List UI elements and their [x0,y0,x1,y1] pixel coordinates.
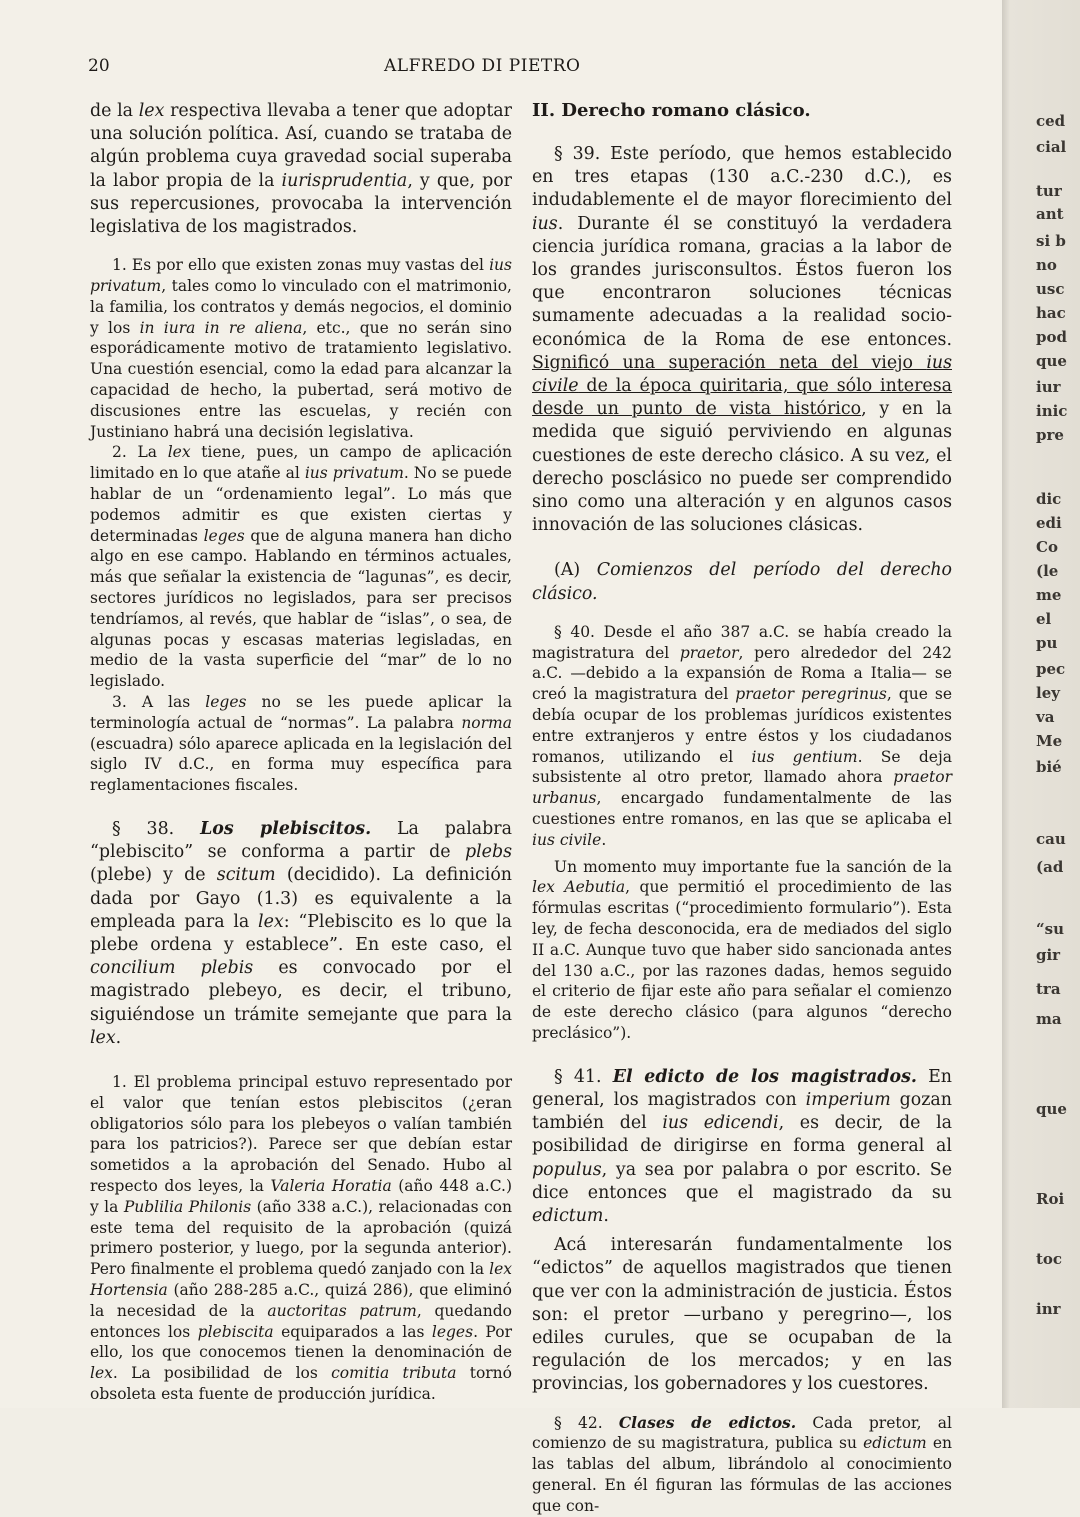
edge-fragment: ant [1036,205,1064,223]
edge-fragment: cial [1036,138,1067,156]
section-39: § 39. Este período, que hemos establecido en tres etapas (130 a.C.-230 d.C.), es indudablemente el de mayor florecimiento del ius. Durante él se constituyó la verdadera ciencia jurídica romana, gracias a la labor de los grandes jurisconsultos. Éstos fueron los que encontraron soluciones técnicas sumamente adecuadas a la realidad socio-económica de la Roma de ese entonces. Significó una superación neta del viejo ius civile de la época quiritaria, que sólo interesa desde un punto de vista histórico, y en la medida que siguió perviviendo en algunas cuestiones de este derecho clásico. A su vez, el derecho posclásico no puede ser comprendido sino como una alteración y en algunos casos innovación de las soluciones clásicas. [532,144,952,536]
edge-fragment: dic [1036,490,1062,508]
edge-fragment: (le [1036,562,1059,580]
edge-fragment: tra [1036,980,1061,998]
page-number: 20 [88,56,110,76]
edge-fragment: va [1036,708,1055,726]
edge-fragment: hac [1036,304,1066,322]
edge-fragment: que [1036,1100,1067,1118]
edge-fragment: usc [1036,280,1065,298]
note-1: 1. Es por ello que existen zonas muy vastas del ius privatum, tales como lo vinculado con el matrimonio, la familia, los contratos y demás negocios, el dominio y los in iura in re aliena, etc., que no serán sino esporádicamente motivo de tratamiento legislativo. Una cuestión esencial, como la edad para alcanzar la capacidad de hecho, la pubertad, será motivo de discusiones entre las escuelas, y recién con Justiniano habrá una decisión legislativa. [90,256,512,441]
facing-page-edge [1002,0,1080,1408]
running-head: ALFREDO DI PIETRO [384,56,581,76]
edge-fragment: que [1036,352,1067,370]
edge-fragment: no [1036,256,1057,274]
edge-fragment: iur [1036,378,1061,396]
chapter-heading: II. Derecho romano clásico. [532,100,811,121]
edge-fragment: Roi [1036,1190,1065,1208]
edge-fragment: pec [1036,660,1066,678]
edge-fragment: ley [1036,684,1060,702]
edge-fragment: edi [1036,514,1062,532]
edge-fragment: pre [1036,426,1064,444]
edge-fragment: pod [1036,328,1067,346]
section-42: § 42. Clases de edictos. Cada pretor, al comienzo de su magistratura, publica su edictum en las tablas del album, librándolo al conocimiento general. En él figuran las fórmulas de las acciones que con- [532,1412,952,1515]
edge-fragment: (ad [1036,858,1064,876]
page-header [88,56,988,80]
edge-fragment: gir [1036,946,1061,964]
edge-fragment: inr [1036,1300,1061,1318]
edge-fragment: ma [1036,1010,1062,1028]
edge-fragment: bié [1036,758,1062,776]
edge-fragment: si b [1036,232,1066,250]
note-3: 3. A las leges no se les puede aplicar la terminología actual de “normas”. La palabra norma (escuadra) sólo aparece aplicada en la legislación del siglo IV d.C., en forma muy específica para reglamentaciones fiscales. [90,692,512,795]
edge-fragment: inic [1036,402,1068,420]
section-38-note-1: 1. El problema principal estuvo representado por el valor que tenían estos plebiscitos (¿eran obligatorios sólo para los plebeyos o valían también para los patricios?). Parece ser que debían estar sometidos a la aprobación del Senado. Hubo al respecto dos leyes, la Valeria Horatia (año 448 a.C.) y la Publilia Philonis (año 338 a.C.), relacionadas con este tema del requisito de la aprobación (quizá primero posterior, y luego, por la segunda anterior). Pero finalmente el problema quedó zanjado con la lex Hortensia (año 288-285 a.C., quizá 286), que eliminó la necesidad de la auctoritas patrum, quedando entonces los plebiscita equiparados a las leges. Por ello, los que conocemos tienen la denominación de lex. La posibilidad de los comitia tributa tornó obsoleta esta fuente de producción jurídica. [90,1072,512,1403]
edge-fragment: Me [1036,732,1063,750]
edge-fragment: tur [1036,182,1062,200]
edge-fragment: pu [1036,634,1058,652]
edge-fragment: me [1036,586,1062,604]
subheading-a: (A) Comienzos del período del derecho clásico. [532,560,952,604]
section-40: § 40. Desde el año 387 a.C. se había creado la magistratura del praetor, pero alrededor del 242 a.C. —debido a la expansión de Roma a Italia— se creó la magistratura del praetor peregrinus, que se debía ocupar de los problemas jurídicos existentes entre extranjeros y entre éstos y los ciudadanos romanos, utilizando el ius gentium. Se deja subsistente al otro pretor, llamado ahora praetor urbanus, encargado fundamentalmente de las cuestiones entre romanos, en las que se aplicaba el ius civile. [532,622,953,849]
edge-fragment: “su [1036,920,1064,938]
note-2: 2. La lex tiene, pues, un campo de aplicación limitado en lo que atañe al ius privatum. No se puede hablar de un “ordenamiento legal”. Lo más que podemos admitir es que existen ciertas y determinadas leges que de alguna manera han dicho algo en ese campo. Hablando en términos actuales, más que señalar la existencia de “lagunas”, es decir, sectores jurídicos no legislados, para ser precisos tendríamos, al revés, que hablar de “islas”, o sea, de algunas pocas y escasas materias legisladas, en medio de la vasta superficie del “mar” de lo no legislado. [90,443,512,691]
left-column [90,100,512,1405]
section-40-continued: Un momento muy importante fue la sanción de la lex Aebutia, que permitió el procedimiento de las fórmulas escritas (“procedimiento formulario”). Esta ley, de fecha desconocida, era de mediados del siglo II a.C. Aunque tuvo que haber sido sancionada antes del 130 a.C., por las razones dadas, hemos seguido el criterio de fijar este año para señalar el comienzo de este derecho clásico (para algunos “derecho preclásico”). [532,857,953,1042]
edge-fragment: toc [1036,1250,1063,1268]
edge-fragment: ced [1036,112,1066,130]
edge-fragment: el [1036,610,1052,628]
section-41-continued: Acá interesarán fundamentalmente los “edictos” de aquellos magistrados que tienen que ver con la administración de justicia. Éstos son: el pretor —urbano y peregrino—, los ediles curules, que se ocupaban de la regulación de los mercados; y en las provincias, los gobernadores y los cuestores. [532,1235,952,1395]
edge-fragment: cau [1036,830,1066,848]
section-38: § 38. Los plebiscitos. La palabra “plebiscito” se conforma a partir de plebs (plebe) y de scitum (decidido). La definición dada por Gayo (1.3) es equivalente a la empleada para la lex: “Plebiscito es lo que la plebe ordena y establece”. En este caso, el concilium plebis es convocado por el magistrado plebeyo, es decir, el tribuno, siguiéndose un trámite semejante que para la lex. [90,818,512,1048]
right-column [532,100,952,1517]
edge-fragment: Co [1036,538,1058,556]
paragraph-continuation: de la lex respectiva llevaba a tener que adoptar una solución política. Así, cuando se trataba de algún problema cuya gravedad social superaba la labor propia de la iurisprudentia, y que, por sus repercusiones, provocaba la intervención legislativa de los magistrados. [90,101,512,238]
section-41: § 41. El edicto de los magistrados. En general, los magistrados con imperium gozan también del ius edicendi, es decir, de la posibilidad de dirigirse en forma general al populus, ya sea por palabra o por escrito. Se dice entonces que el magistrado da su edictum. [532,1066,952,1227]
